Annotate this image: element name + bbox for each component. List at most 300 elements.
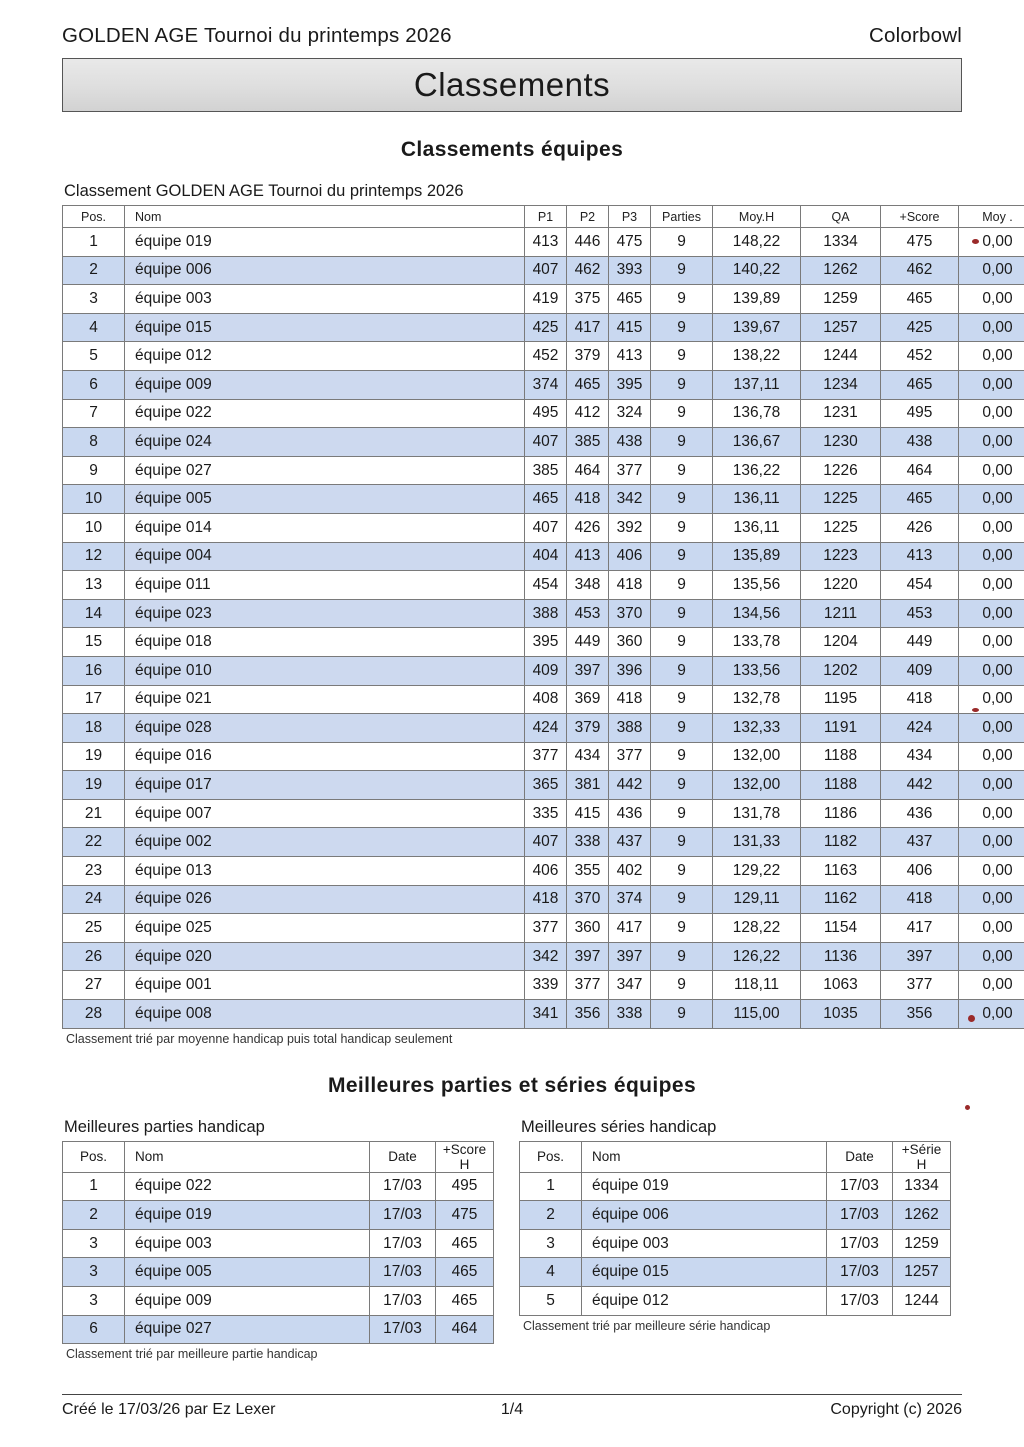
cell-parties: 9 <box>651 771 713 800</box>
cell-nom: équipe 019 <box>125 228 525 257</box>
cell-pos: 13 <box>63 571 125 600</box>
table-row <box>63 571 1024 600</box>
cell-pos: 14 <box>63 599 125 628</box>
cell-nom: équipe 026 <box>125 885 525 914</box>
cell-p1: 418 <box>525 885 567 914</box>
cell-parties: 9 <box>651 456 713 485</box>
cell-moyh: 133,78 <box>713 628 801 657</box>
cell-value: 1334 <box>893 1172 951 1201</box>
cell-parties: 9 <box>651 942 713 971</box>
cell-p3: 338 <box>609 1000 651 1029</box>
cell-p1: 425 <box>525 313 567 342</box>
page-header <box>62 0 962 48</box>
col-pos: Pos. <box>520 1141 582 1172</box>
cell-pos: 18 <box>63 714 125 743</box>
cell-p2: 413 <box>567 542 609 571</box>
cell-p3: 396 <box>609 656 651 685</box>
best-series-column <box>519 1112 950 1362</box>
cell-score: 454 <box>881 571 959 600</box>
cell-p3: 377 <box>609 456 651 485</box>
cell-p2: 464 <box>567 456 609 485</box>
cell-value: 465 <box>436 1258 494 1287</box>
cell-parties: 9 <box>651 914 713 943</box>
footer-divider <box>62 1394 962 1395</box>
col-score-h: +Score H <box>436 1141 494 1172</box>
cell-date: 17/03 <box>827 1201 893 1230</box>
cell-p2: 379 <box>567 342 609 371</box>
cell-parties: 9 <box>651 513 713 542</box>
cell-moy: 0,00 <box>959 857 1024 886</box>
teams-ranking-table <box>62 205 1024 1029</box>
cell-qa: 1231 <box>801 399 881 428</box>
cell-qa: 1063 <box>801 971 881 1000</box>
page-footer <box>62 1394 962 1419</box>
cell-p2: 370 <box>567 885 609 914</box>
cell-score: 495 <box>881 399 959 428</box>
cell-p1: 365 <box>525 771 567 800</box>
cell-parties: 9 <box>651 828 713 857</box>
cell-pos: 2 <box>63 1201 125 1230</box>
cell-parties: 9 <box>651 799 713 828</box>
cell-pos: 9 <box>63 456 125 485</box>
cell-qa: 1136 <box>801 942 881 971</box>
cell-p3: 397 <box>609 942 651 971</box>
cell-p2: 377 <box>567 971 609 1000</box>
cell-nom: équipe 001 <box>125 971 525 1000</box>
cell-qa: 1162 <box>801 885 881 914</box>
cell-p2: 446 <box>567 228 609 257</box>
cell-score: 424 <box>881 714 959 743</box>
cell-value: 1257 <box>893 1258 951 1287</box>
table-row <box>63 828 1024 857</box>
cell-date: 17/03 <box>370 1201 436 1230</box>
cell-p3: 370 <box>609 599 651 628</box>
cell-qa: 1195 <box>801 685 881 714</box>
cell-qa: 1163 <box>801 857 881 886</box>
cell-moyh: 115,00 <box>713 1000 801 1029</box>
cell-p2: 449 <box>567 628 609 657</box>
cell-moyh: 131,33 <box>713 828 801 857</box>
cell-score: 426 <box>881 513 959 542</box>
cell-moyh: 136,22 <box>713 456 801 485</box>
scan-speck <box>968 1015 975 1022</box>
col-moy: Moy . <box>959 206 1024 228</box>
cell-p3: 393 <box>609 256 651 285</box>
cell-p1: 408 <box>525 685 567 714</box>
cell-score: 442 <box>881 771 959 800</box>
cell-date: 17/03 <box>370 1287 436 1316</box>
cell-moyh: 131,78 <box>713 799 801 828</box>
cell-moy: 0,00 <box>959 228 1024 257</box>
cell-moy: 0,00 <box>959 428 1024 457</box>
cell-pos: 10 <box>63 513 125 542</box>
cell-pos: 22 <box>63 828 125 857</box>
cell-nom: équipe 016 <box>125 742 525 771</box>
cell-p1: 407 <box>525 428 567 457</box>
cell-pos: 27 <box>63 971 125 1000</box>
cell-p1: 385 <box>525 456 567 485</box>
cell-pos: 6 <box>63 1315 125 1344</box>
teams-section-title: Classements équipes <box>400 138 624 161</box>
cell-p3: 417 <box>609 914 651 943</box>
cell-nom: équipe 005 <box>125 485 525 514</box>
cell-pos: 28 <box>63 1000 125 1029</box>
cell-nom: équipe 024 <box>125 428 525 457</box>
cell-nom: équipe 009 <box>125 370 525 399</box>
scan-speck <box>972 708 979 712</box>
cell-qa: 1154 <box>801 914 881 943</box>
cell-score: 409 <box>881 656 959 685</box>
table-row <box>63 285 1024 314</box>
cell-nom: équipe 019 <box>125 1201 370 1230</box>
cell-pos: 12 <box>63 542 125 571</box>
cell-p1: 388 <box>525 599 567 628</box>
cell-p1: 409 <box>525 656 567 685</box>
cell-parties: 9 <box>651 1000 713 1029</box>
best-series-note: Classement trié par meilleure série handicap <box>523 1318 771 1333</box>
cell-pos: 7 <box>63 399 125 428</box>
cell-moyh: 132,00 <box>713 742 801 771</box>
footer-copyright: Copyright (c) 2026 <box>830 1401 962 1418</box>
table-row <box>63 1000 1024 1029</box>
cell-value: 465 <box>436 1229 494 1258</box>
cell-nom: équipe 011 <box>125 571 525 600</box>
cell-p2: 379 <box>567 714 609 743</box>
cell-nom: équipe 019 <box>582 1172 827 1201</box>
table-row <box>63 542 1024 571</box>
table-row <box>63 228 1024 257</box>
cell-p2: 355 <box>567 857 609 886</box>
cell-pos: 5 <box>520 1287 582 1316</box>
table-row <box>63 1315 494 1344</box>
cell-p1: 495 <box>525 399 567 428</box>
table-row <box>520 1258 951 1287</box>
cell-moy: 0,00 <box>959 1000 1024 1029</box>
cell-parties: 9 <box>651 714 713 743</box>
table-row <box>63 857 1024 886</box>
table-row <box>63 628 1024 657</box>
cell-p1: 465 <box>525 485 567 514</box>
table-row <box>63 914 1024 943</box>
cell-score: 465 <box>881 370 959 399</box>
cell-moy: 0,00 <box>959 599 1024 628</box>
cell-p3: 324 <box>609 399 651 428</box>
best-games-caption: Meilleures parties handicap <box>64 1117 265 1136</box>
cell-score: 425 <box>881 313 959 342</box>
cell-score: 377 <box>881 971 959 1000</box>
cell-pos: 17 <box>63 685 125 714</box>
table-row <box>63 485 1024 514</box>
cell-qa: 1202 <box>801 656 881 685</box>
cell-score: 453 <box>881 599 959 628</box>
cell-nom: équipe 004 <box>125 542 525 571</box>
cell-date: 17/03 <box>370 1258 436 1287</box>
cell-value: 1259 <box>893 1229 951 1258</box>
cell-nom: équipe 003 <box>582 1229 827 1258</box>
cell-p3: 406 <box>609 542 651 571</box>
cell-score: 437 <box>881 828 959 857</box>
cell-parties: 9 <box>651 256 713 285</box>
cell-score: 418 <box>881 685 959 714</box>
table-row <box>63 456 1024 485</box>
cell-nom: équipe 010 <box>125 656 525 685</box>
cell-p2: 381 <box>567 771 609 800</box>
cell-qa: 1186 <box>801 799 881 828</box>
cell-p1: 406 <box>525 857 567 886</box>
cell-p1: 395 <box>525 628 567 657</box>
cell-nom: équipe 022 <box>125 399 525 428</box>
cell-p2: 369 <box>567 685 609 714</box>
table-row <box>63 428 1024 457</box>
teams-table-note: Classement trié par moyenne handicap puis total handicap seulement <box>66 1031 453 1046</box>
scan-speck <box>965 1105 970 1110</box>
cell-p2: 385 <box>567 428 609 457</box>
cell-score: 436 <box>881 799 959 828</box>
cell-p3: 415 <box>609 313 651 342</box>
col-pos: Pos. <box>63 1141 125 1172</box>
cell-moyh: 136,78 <box>713 399 801 428</box>
best-games-column <box>62 1112 493 1362</box>
cell-score: 462 <box>881 256 959 285</box>
cell-p1: 419 <box>525 285 567 314</box>
cell-moy: 0,00 <box>959 971 1024 1000</box>
cell-moy: 0,00 <box>959 399 1024 428</box>
cell-p3: 402 <box>609 857 651 886</box>
cell-value: 495 <box>436 1172 494 1201</box>
cell-qa: 1191 <box>801 714 881 743</box>
col-p3: P3 <box>609 206 651 228</box>
cell-moyh: 134,56 <box>713 599 801 628</box>
cell-p1: 404 <box>525 542 567 571</box>
cell-moy: 0,00 <box>959 942 1024 971</box>
best-tables-wrapper <box>62 1112 962 1362</box>
cell-p2: 417 <box>567 313 609 342</box>
cell-moy: 0,00 <box>959 285 1024 314</box>
cell-moyh: 132,78 <box>713 685 801 714</box>
cell-parties: 9 <box>651 742 713 771</box>
cell-p1: 341 <box>525 1000 567 1029</box>
cell-moyh: 126,22 <box>713 942 801 971</box>
cell-moy: 0,00 <box>959 828 1024 857</box>
cell-nom: équipe 021 <box>125 685 525 714</box>
cell-pos: 5 <box>63 342 125 371</box>
cell-value: 1262 <box>893 1201 951 1230</box>
cell-nom: équipe 015 <box>125 313 525 342</box>
table-row <box>520 1201 951 1230</box>
cell-date: 17/03 <box>827 1172 893 1201</box>
cell-qa: 1188 <box>801 771 881 800</box>
cell-p1: 407 <box>525 513 567 542</box>
cell-date: 17/03 <box>370 1172 436 1201</box>
cell-moyh: 132,33 <box>713 714 801 743</box>
cell-qa: 1262 <box>801 256 881 285</box>
cell-p1: 452 <box>525 342 567 371</box>
cell-qa: 1211 <box>801 599 881 628</box>
cell-score: 452 <box>881 342 959 371</box>
footer-created-by: Créé le 17/03/26 par Ez Lexer <box>62 1401 276 1418</box>
table-row <box>63 1201 494 1230</box>
cell-parties: 9 <box>651 656 713 685</box>
best-games-table <box>62 1141 494 1345</box>
cell-pos: 23 <box>63 857 125 886</box>
cell-moy: 0,00 <box>959 571 1024 600</box>
cell-score: 465 <box>881 285 959 314</box>
cell-p3: 438 <box>609 428 651 457</box>
cell-date: 17/03 <box>370 1315 436 1344</box>
cell-value: 1244 <box>893 1287 951 1316</box>
table-row <box>63 771 1024 800</box>
cell-moyh: 135,56 <box>713 571 801 600</box>
cell-nom: équipe 013 <box>125 857 525 886</box>
cell-pos: 2 <box>520 1201 582 1230</box>
cell-parties: 9 <box>651 485 713 514</box>
cell-pos: 4 <box>520 1258 582 1287</box>
table-row <box>63 1172 494 1201</box>
cell-p3: 465 <box>609 285 651 314</box>
cell-score: 475 <box>881 228 959 257</box>
cell-date: 17/03 <box>827 1258 893 1287</box>
cell-moy: 0,00 <box>959 342 1024 371</box>
cell-p1: 342 <box>525 942 567 971</box>
cell-p1: 407 <box>525 828 567 857</box>
cell-p1: 374 <box>525 370 567 399</box>
cell-moyh: 135,89 <box>713 542 801 571</box>
cell-p2: 356 <box>567 1000 609 1029</box>
cell-nom: équipe 008 <box>125 1000 525 1029</box>
cell-pos: 4 <box>63 313 125 342</box>
col-nom: Nom <box>582 1141 827 1172</box>
table-row <box>63 342 1024 371</box>
cell-qa: 1182 <box>801 828 881 857</box>
cell-p3: 347 <box>609 971 651 1000</box>
cell-p1: 335 <box>525 799 567 828</box>
best-games-note: Classement trié par meilleure partie handicap <box>66 1347 318 1362</box>
cell-moy: 0,00 <box>959 656 1024 685</box>
cell-moy: 0,00 <box>959 799 1024 828</box>
cell-parties: 9 <box>651 228 713 257</box>
cell-p3: 475 <box>609 228 651 257</box>
table-row <box>63 656 1024 685</box>
cell-pos: 26 <box>63 942 125 971</box>
cell-parties: 9 <box>651 571 713 600</box>
cell-score: 465 <box>881 485 959 514</box>
cell-p1: 413 <box>525 228 567 257</box>
best-series-caption: Meilleures séries handicap <box>521 1117 717 1136</box>
cell-moy: 0,00 <box>959 914 1024 943</box>
cell-p3: 418 <box>609 571 651 600</box>
cell-p2: 360 <box>567 914 609 943</box>
cell-nom: équipe 012 <box>582 1287 827 1316</box>
cell-qa: 1223 <box>801 542 881 571</box>
cell-parties: 9 <box>651 313 713 342</box>
cell-p3: 377 <box>609 742 651 771</box>
col-date: Date <box>827 1141 893 1172</box>
table-row <box>63 942 1024 971</box>
cell-parties: 9 <box>651 685 713 714</box>
cell-qa: 1225 <box>801 485 881 514</box>
col-moyh: Moy.H <box>713 206 801 228</box>
cell-value: 464 <box>436 1315 494 1344</box>
cell-pos: 19 <box>63 742 125 771</box>
teams-table-caption: Classement GOLDEN AGE Tournoi du printemps 2026 <box>64 182 464 200</box>
cell-nom: équipe 028 <box>125 714 525 743</box>
cell-parties: 9 <box>651 428 713 457</box>
cell-p2: 338 <box>567 828 609 857</box>
cell-pos: 15 <box>63 628 125 657</box>
cell-p2: 397 <box>567 942 609 971</box>
scan-speck <box>972 239 979 244</box>
col-p2: P2 <box>567 206 609 228</box>
cell-p3: 392 <box>609 513 651 542</box>
best-series-table <box>519 1141 951 1316</box>
cell-parties: 9 <box>651 885 713 914</box>
table-row <box>63 313 1024 342</box>
cell-score: 356 <box>881 1000 959 1029</box>
cell-parties: 9 <box>651 599 713 628</box>
cell-pos: 3 <box>63 1229 125 1258</box>
cell-nom: équipe 022 <box>125 1172 370 1201</box>
cell-p2: 453 <box>567 599 609 628</box>
cell-parties: 9 <box>651 971 713 1000</box>
table-row <box>63 399 1024 428</box>
cell-pos: 8 <box>63 428 125 457</box>
cell-p3: 374 <box>609 885 651 914</box>
cell-moy: 0,00 <box>959 256 1024 285</box>
cell-moyh: 136,67 <box>713 428 801 457</box>
cell-parties: 9 <box>651 857 713 886</box>
cell-pos: 25 <box>63 914 125 943</box>
cell-p2: 462 <box>567 256 609 285</box>
table-row <box>63 799 1024 828</box>
table-row <box>63 714 1024 743</box>
cell-pos: 1 <box>520 1172 582 1201</box>
cell-p3: 418 <box>609 685 651 714</box>
cell-parties: 9 <box>651 285 713 314</box>
cell-nom: équipe 014 <box>125 513 525 542</box>
table-row <box>63 742 1024 771</box>
cell-moyh: 138,22 <box>713 342 801 371</box>
cell-nom: équipe 027 <box>125 456 525 485</box>
cell-p3: 360 <box>609 628 651 657</box>
table-row <box>63 256 1024 285</box>
cell-pos: 2 <box>63 256 125 285</box>
best-section-title: Meilleures parties et séries équipes <box>327 1073 697 1097</box>
col-score: +Score <box>881 206 959 228</box>
cell-qa: 1257 <box>801 313 881 342</box>
cell-moy: 0,00 <box>959 885 1024 914</box>
cell-p3: 413 <box>609 342 651 371</box>
cell-moy: 0,00 <box>959 313 1024 342</box>
cell-nom: équipe 025 <box>125 914 525 943</box>
cell-pos: 3 <box>520 1229 582 1258</box>
cell-moyh: 128,22 <box>713 914 801 943</box>
cell-moyh: 136,11 <box>713 485 801 514</box>
cell-p2: 415 <box>567 799 609 828</box>
cell-p1: 407 <box>525 256 567 285</box>
cell-score: 406 <box>881 857 959 886</box>
cell-parties: 9 <box>651 628 713 657</box>
cell-score: 418 <box>881 885 959 914</box>
table-row <box>520 1172 951 1201</box>
cell-p2: 348 <box>567 571 609 600</box>
cell-moy: 0,00 <box>959 771 1024 800</box>
cell-pos: 24 <box>63 885 125 914</box>
cell-nom: équipe 009 <box>125 1287 370 1316</box>
cell-date: 17/03 <box>827 1229 893 1258</box>
col-parties: Parties <box>651 206 713 228</box>
table-row <box>63 885 1024 914</box>
cell-p1: 377 <box>525 742 567 771</box>
